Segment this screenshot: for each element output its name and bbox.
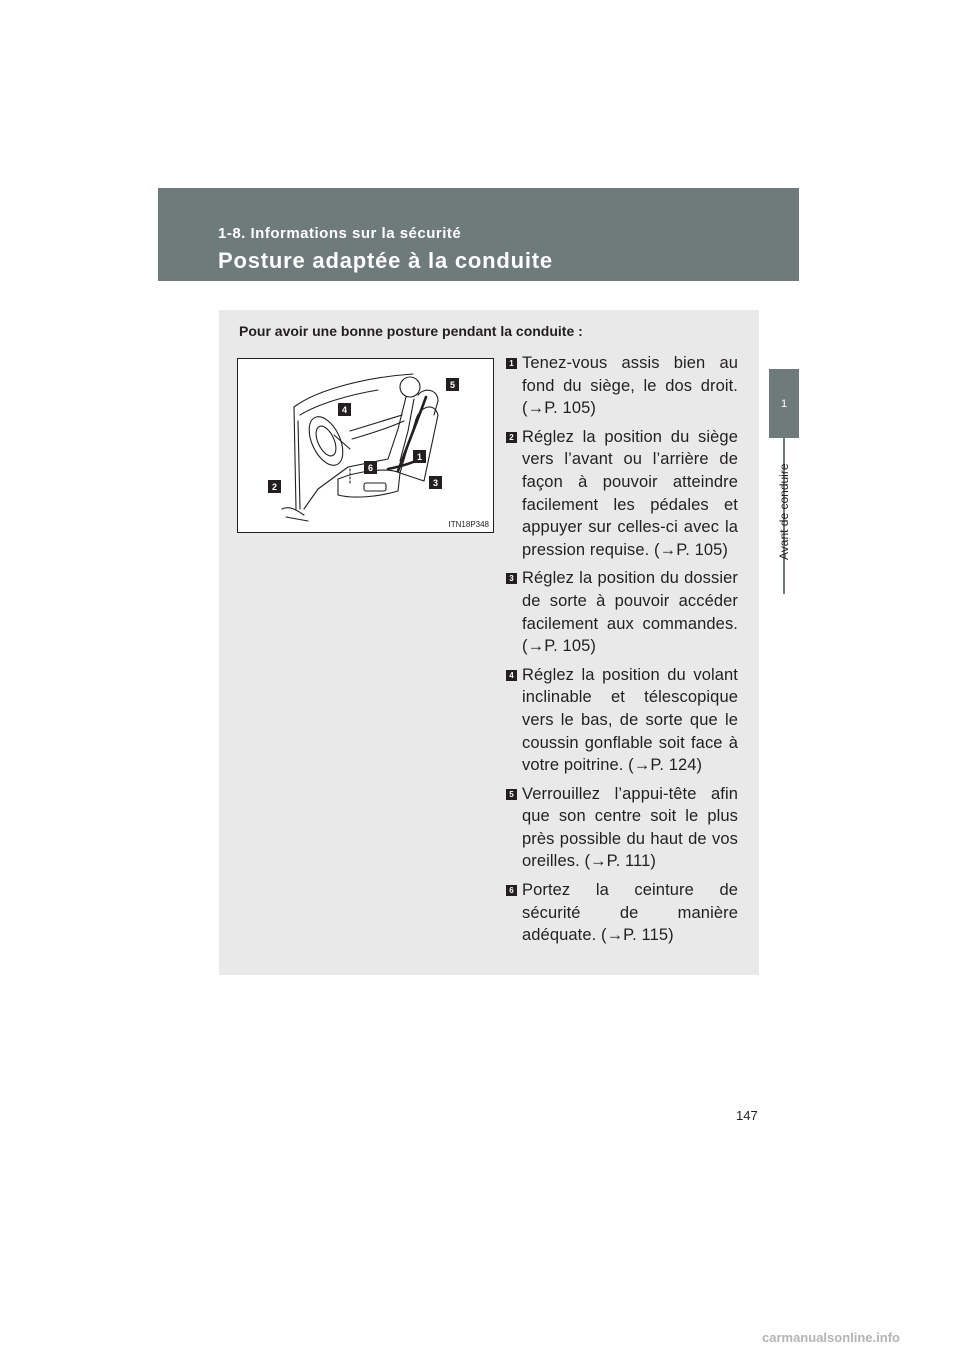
step-number: 3 [506, 573, 517, 584]
callout-1-label: 1 [416, 452, 423, 462]
chapter-header [158, 188, 799, 281]
step-text: Réglez la position du siège vers l’avant ou l’arrière de façon à pouvoir atteindre facilement les pédales et appuyer sur celles-ci avec la pression requise. (→P. 105) [522, 427, 738, 559]
step-number: 4 [506, 670, 517, 681]
step-number: 1 [506, 358, 517, 369]
step-item [506, 352, 738, 420]
callout-2-label: 2 [271, 482, 278, 492]
driving-posture-illustration [237, 358, 494, 533]
step-number: 5 [506, 789, 517, 800]
section-label: 1-8. Informations sur la sécurité [218, 225, 462, 242]
callout-6-label: 6 [367, 463, 374, 473]
chapter-tab [769, 369, 799, 438]
step-item [506, 783, 738, 873]
step-text: Réglez la position du dossier de sorte à pouvoir accéder facilement aux commandes. (→P. 105) [522, 569, 738, 656]
content-panel [219, 310, 759, 975]
posture-steps [506, 352, 738, 953]
callout-4-label: 4 [341, 405, 348, 415]
step-item [506, 426, 738, 562]
callout-5-label: 5 [449, 380, 456, 390]
step-item [506, 879, 738, 947]
chapter-number: 1 [780, 397, 788, 410]
intro-text: Pour avoir une bonne posture pendant la conduite : [239, 323, 583, 339]
step-item [506, 664, 738, 777]
step-text: Portez la ceinture de sécurité de manière adéquate. (→P. 115) [522, 881, 738, 945]
figure-code: ITN18P348 [448, 520, 489, 529]
step-text: Réglez la position du volant inclinable et télescopique vers le bas, de sorte que le coussin gonflable soit face à votre poitrine. (→P. 124) [522, 665, 738, 775]
chapter-label: Avant de conduire [777, 463, 791, 561]
callout-3-label: 3 [432, 478, 439, 488]
step-text: Verrouillez l’appui-tête afin que son centre soit le plus près possible du haut de vos oreilles. (→P. 111) [522, 784, 738, 871]
page-number: 147 [736, 1108, 758, 1123]
page-title: Posture adaptée à la conduite [218, 248, 553, 273]
driver-seat-drawing [238, 359, 493, 532]
step-number: 2 [506, 432, 517, 443]
step-number: 6 [506, 885, 517, 896]
step-text: Tenez-vous assis bien au fond du siège, le dos droit. (→P. 105) [522, 354, 738, 418]
watermark: carmanualsonline.info [762, 1330, 900, 1345]
step-item [506, 567, 738, 657]
